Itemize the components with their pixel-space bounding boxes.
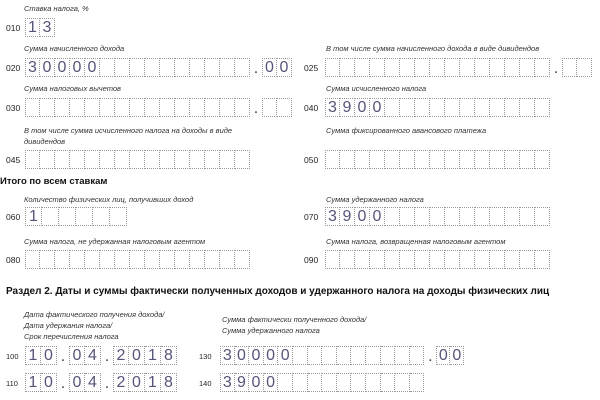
digit-cell[interactable]: 0 [70,58,85,77]
code-025: 025 [304,63,319,73]
digit-group[interactable] [25,18,55,37]
digit-cell[interactable] [205,98,220,117]
digit-cell[interactable]: 0 [277,58,292,77]
digit-cell[interactable] [385,150,400,169]
digit-cell[interactable] [400,58,415,77]
digit-cell[interactable] [40,250,55,269]
digit-cell[interactable] [460,150,475,169]
digit-cell[interactable] [415,150,430,169]
digit-cell[interactable] [175,58,190,77]
digit-cell[interactable] [400,150,415,169]
field-040-calculated-tax[interactable] [325,98,550,117]
label-line: Сумма удержанного налога [222,326,320,335]
digit-cell[interactable]: 4 [85,373,101,392]
date-separator: . [60,375,66,392]
digit-cell[interactable] [40,98,55,117]
digit-cell[interactable] [25,150,40,169]
digit-cell[interactable] [42,207,59,226]
decimal-point: . [253,100,259,117]
digit-cell[interactable] [55,98,70,117]
digit-cell[interactable] [535,250,550,269]
digit-cell[interactable] [190,150,205,169]
digit-group[interactable] [25,373,57,392]
date-separator: . [104,375,110,392]
digit-cell[interactable] [520,250,535,269]
digit-cell[interactable] [370,58,385,77]
digit-cell[interactable] [115,58,130,77]
digit-cell[interactable] [85,98,100,117]
digit-cell[interactable] [395,346,410,365]
digit-cell[interactable] [505,207,520,226]
digit-cell[interactable] [190,250,205,269]
label-060: Количество физических лиц, получивших доход [24,195,194,204]
digit-group[interactable] [25,98,250,117]
digit-cell[interactable] [220,98,235,117]
digit-group[interactable] [25,346,57,365]
code-130: 130 [199,352,212,361]
digit-cell[interactable] [85,150,100,169]
digit-cell[interactable] [351,346,366,365]
section2-title: Раздел 2. Даты и суммы фактически полученных доходов и удержанного налога на доходы физических лиц [6,286,550,297]
label-080: Сумма налога, не удержанная налоговым агентом [24,237,206,246]
digit-group[interactable] [220,373,424,392]
label-line: Сумма фактически полученного дохода/ [222,315,367,324]
digit-cell[interactable] [535,207,550,226]
digit-cell[interactable] [145,150,160,169]
digit-cell[interactable]: 9 [340,207,355,226]
code-080: 080 [6,255,21,265]
digit-cell[interactable] [410,373,425,392]
digit-cell[interactable] [325,250,340,269]
field-025-dividend-income[interactable] [325,58,592,77]
digit-cell[interactable] [577,58,592,77]
digit-cell[interactable] [475,98,490,117]
decimal-point: . [253,60,259,77]
digit-cell[interactable]: 2 [113,373,129,392]
digit-cell[interactable] [430,98,445,117]
date-separator: . [104,348,110,365]
digit-cell[interactable] [400,98,415,117]
label-025: В том числе сумма начисленного дохода в виде дивидендов [326,44,540,53]
digit-cell[interactable] [535,150,550,169]
digit-cell[interactable] [505,250,520,269]
digit-cell[interactable] [160,58,175,77]
digit-cell[interactable] [277,98,292,117]
digit-cell[interactable]: 1 [25,18,40,37]
digit-cell[interactable] [220,250,235,269]
digit-cell[interactable] [445,58,460,77]
digit-cell[interactable] [460,250,475,269]
code-110: 110 [6,379,18,388]
code-045: 045 [6,155,21,165]
digit-cell[interactable] [262,98,277,117]
field-100-income-date[interactable] [25,346,177,365]
digit-cell[interactable] [475,250,490,269]
digit-cell[interactable] [70,98,85,117]
digit-cell[interactable] [520,207,535,226]
code-040: 040 [304,103,319,113]
digit-cell[interactable] [460,58,475,77]
digit-cell[interactable] [520,58,535,77]
digit-cell[interactable] [490,250,505,269]
digit-cell[interactable]: 1 [145,346,161,365]
field-020-accrued-income[interactable] [25,58,292,77]
digit-cell[interactable] [25,98,40,117]
digit-cell[interactable] [385,250,400,269]
digit-cell[interactable]: 0 [262,58,277,77]
digit-cell[interactable] [475,150,490,169]
digit-cell[interactable]: 0 [129,373,145,392]
digit-cell[interactable] [325,58,340,77]
digit-cell[interactable] [415,98,430,117]
digit-cell[interactable] [110,207,127,226]
digit-cell[interactable] [366,346,381,365]
digit-group[interactable] [436,346,464,365]
code-070: 070 [304,212,319,222]
field-070-withheld-tax[interactable] [325,207,550,226]
digit-cell[interactable]: 0 [129,346,145,365]
field-090-returned-tax[interactable] [325,250,550,269]
digit-cell[interactable]: 0 [264,346,279,365]
digit-cell[interactable] [59,207,76,226]
code-050: 050 [304,155,319,165]
digit-cell[interactable] [505,58,520,77]
code-100: 100 [6,352,19,361]
digit-cell[interactable] [25,250,40,269]
digit-cell[interactable] [340,150,355,169]
digit-cell[interactable] [430,58,445,77]
digit-cell[interactable]: 0 [41,373,57,392]
digit-cell[interactable] [115,150,130,169]
digit-cell[interactable] [337,346,352,365]
digit-cell[interactable]: 0 [69,373,85,392]
digit-cell[interactable] [175,150,190,169]
digit-group[interactable] [69,346,101,365]
digit-cell[interactable] [355,150,370,169]
digit-group[interactable] [25,58,250,77]
digit-group[interactable] [69,373,101,392]
digit-cell[interactable] [535,98,550,117]
digit-cell[interactable] [415,250,430,269]
digit-group[interactable] [25,207,127,226]
section2-right-label [222,314,366,336]
digit-cell[interactable] [70,150,85,169]
digit-cell[interactable]: 3 [325,207,340,226]
digit-cell[interactable] [145,250,160,269]
digit-cell[interactable]: 0 [370,207,385,226]
digit-cell[interactable] [235,58,250,77]
digit-cell[interactable]: 3 [40,18,55,37]
digit-cell[interactable] [55,150,70,169]
digit-cell[interactable] [415,207,430,226]
digit-cell[interactable]: 8 [161,373,177,392]
digit-cell[interactable] [430,250,445,269]
digit-cell[interactable]: 0 [249,373,264,392]
digit-cell[interactable] [475,58,490,77]
digit-cell[interactable]: 2 [113,346,129,365]
digit-cell[interactable]: 0 [264,373,279,392]
digit-cell[interactable] [520,98,535,117]
digit-cell[interactable] [490,98,505,117]
digit-cell[interactable] [445,150,460,169]
digit-cell[interactable] [460,207,475,226]
digit-cell[interactable] [293,346,308,365]
digit-cell[interactable] [130,150,145,169]
digit-cell[interactable]: 0 [450,346,464,365]
digit-cell[interactable] [490,207,505,226]
digit-cell[interactable]: 0 [41,346,57,365]
digit-cell[interactable] [85,250,100,269]
digit-cell[interactable] [145,58,160,77]
digit-cell[interactable] [410,346,425,365]
label-line: Дата удержания налога/ [24,321,113,330]
digit-cell[interactable] [445,250,460,269]
label-050: Сумма фиксированного авансового платежа [326,126,487,135]
digit-cell[interactable]: 0 [85,58,100,77]
digit-cell[interactable] [190,98,205,117]
digit-cell[interactable] [351,373,366,392]
digit-cell[interactable] [100,250,115,269]
code-030: 030 [6,103,21,113]
digit-cell[interactable] [460,98,475,117]
field-110-withholding-date[interactable] [25,373,177,392]
digit-cell[interactable] [475,207,490,226]
digit-cell[interactable] [385,98,400,117]
digit-cell[interactable] [366,373,381,392]
field-060-persons-count[interactable] [25,207,127,226]
digit-cell[interactable]: 8 [161,346,177,365]
digit-cell[interactable] [190,58,205,77]
digit-cell[interactable] [340,58,355,77]
digit-cell[interactable] [325,150,340,169]
digit-cell[interactable] [175,250,190,269]
digit-group[interactable] [262,58,292,77]
digit-cell[interactable] [385,207,400,226]
digit-cell[interactable] [520,150,535,169]
digit-cell[interactable] [400,207,415,226]
label-010: Ставка налога, % [24,4,89,13]
digit-group[interactable] [325,150,550,169]
field-045-dividend-tax[interactable] [25,150,250,169]
digit-cell[interactable] [370,250,385,269]
digit-cell[interactable] [76,207,93,226]
digit-cell[interactable]: 0 [235,346,250,365]
field-080-not-withheld-tax[interactable] [25,250,250,269]
digit-cell[interactable] [175,98,190,117]
digit-cell[interactable] [100,58,115,77]
digit-cell[interactable] [40,150,55,169]
digit-cell[interactable]: 1 [25,346,41,365]
digit-group[interactable] [325,98,550,117]
digit-cell[interactable] [205,250,220,269]
field-010-tax-rate[interactable] [25,18,55,37]
label-line: Срок перечисления налога [24,332,119,341]
digit-cell[interactable] [160,150,175,169]
digit-cell[interactable]: 0 [278,346,293,365]
field-140-withheld-tax[interactable] [220,373,424,392]
digit-cell[interactable] [430,150,445,169]
digit-cell[interactable]: 3 [220,346,235,365]
label-045: В том числе сумма исчисленного налога на доходы в виде дивидендов [24,126,233,146]
digit-cell[interactable]: 0 [355,98,370,117]
digit-cell[interactable] [355,250,370,269]
digit-cell[interactable]: 0 [55,58,70,77]
digit-cell[interactable] [490,150,505,169]
digit-cell[interactable] [370,150,385,169]
digit-cell[interactable] [100,150,115,169]
label-040: Сумма исчисленного налога [326,84,427,93]
digit-group[interactable] [25,250,250,269]
digit-cell[interactable] [415,58,430,77]
digit-cell[interactable]: 3 [220,373,235,392]
digit-cell[interactable] [293,373,308,392]
date-separator: . [60,348,66,365]
digit-cell[interactable] [337,373,352,392]
digit-cell[interactable] [93,207,110,226]
digit-cell[interactable] [220,58,235,77]
code-090: 090 [304,255,319,265]
digit-cell[interactable]: 0 [355,207,370,226]
digit-cell[interactable] [445,98,460,117]
digit-cell[interactable] [130,98,145,117]
digit-cell[interactable] [395,373,410,392]
digit-cell[interactable]: 3 [325,98,340,117]
digit-cell[interactable] [490,58,505,77]
digit-cell[interactable] [355,58,370,77]
digit-cell[interactable] [235,150,250,169]
digit-cell[interactable] [235,250,250,269]
digit-group[interactable] [220,346,424,365]
field-030-tax-deductions[interactable] [25,98,292,117]
field-130-received-income[interactable] [220,346,464,365]
label-070: Сумма удержанного налога [326,195,424,204]
digit-cell[interactable]: 3 [25,58,40,77]
digit-group[interactable] [113,373,177,392]
digit-cell[interactable] [115,250,130,269]
label-090: Сумма налога, возвращенная налоговым агентом [326,237,506,246]
digit-cell[interactable] [308,373,323,392]
digit-cell[interactable]: 9 [340,98,355,117]
digit-cell[interactable] [505,150,520,169]
digit-group[interactable] [325,207,550,226]
totals-heading: Итого по всем ставкам [0,176,108,187]
digit-cell[interactable] [205,150,220,169]
digit-group[interactable] [562,58,592,77]
digit-cell[interactable] [400,250,415,269]
digit-cell[interactable] [130,58,145,77]
digit-cell[interactable]: 0 [249,346,264,365]
digit-cell[interactable] [145,98,160,117]
label-line: Дата фактического получения дохода/ [24,310,165,319]
digit-group[interactable] [262,98,292,117]
digit-group[interactable] [113,346,177,365]
digit-cell[interactable] [430,207,445,226]
digit-cell[interactable] [220,150,235,169]
digit-cell[interactable]: 1 [25,373,41,392]
decimal-point: . [553,60,559,77]
digit-cell[interactable]: 1 [25,207,42,226]
digit-cell[interactable] [278,373,293,392]
digit-cell[interactable] [100,98,115,117]
decimal-point: . [428,348,433,365]
digit-cell[interactable] [308,346,323,365]
digit-cell[interactable] [445,207,460,226]
digit-cell[interactable] [205,58,220,77]
digit-cell[interactable]: 4 [85,346,101,365]
label-030: Сумма налоговых вычетов [24,84,121,93]
code-010: 010 [6,23,21,33]
code-020: 020 [6,63,21,73]
field-050-fixed-advance[interactable] [325,150,550,169]
digit-cell[interactable] [115,98,130,117]
section2-left-label [24,309,165,342]
digit-cell[interactable] [130,250,145,269]
digit-cell[interactable] [70,250,85,269]
code-060: 060 [6,212,21,222]
digit-cell[interactable] [385,58,400,77]
code-140: 140 [199,379,212,388]
digit-group[interactable] [325,250,550,269]
digit-cell[interactable] [160,98,175,117]
digit-group[interactable] [325,58,550,77]
digit-cell[interactable] [235,98,250,117]
digit-cell[interactable] [381,346,396,365]
digit-cell[interactable] [55,250,70,269]
digit-cell[interactable] [381,373,396,392]
digit-cell[interactable] [562,58,577,77]
digit-cell[interactable] [322,373,337,392]
digit-cell[interactable]: 0 [436,346,450,365]
digit-cell[interactable] [322,346,337,365]
digit-cell[interactable] [505,98,520,117]
digit-group[interactable] [25,150,250,169]
digit-cell[interactable]: 9 [235,373,250,392]
digit-cell[interactable] [340,250,355,269]
digit-cell[interactable]: 0 [69,346,85,365]
digit-cell[interactable]: 0 [370,98,385,117]
label-020: Сумма начисленного дохода [24,44,125,53]
digit-cell[interactable]: 0 [40,58,55,77]
digit-cell[interactable] [535,58,550,77]
digit-cell[interactable]: 1 [145,373,161,392]
digit-cell[interactable] [160,250,175,269]
